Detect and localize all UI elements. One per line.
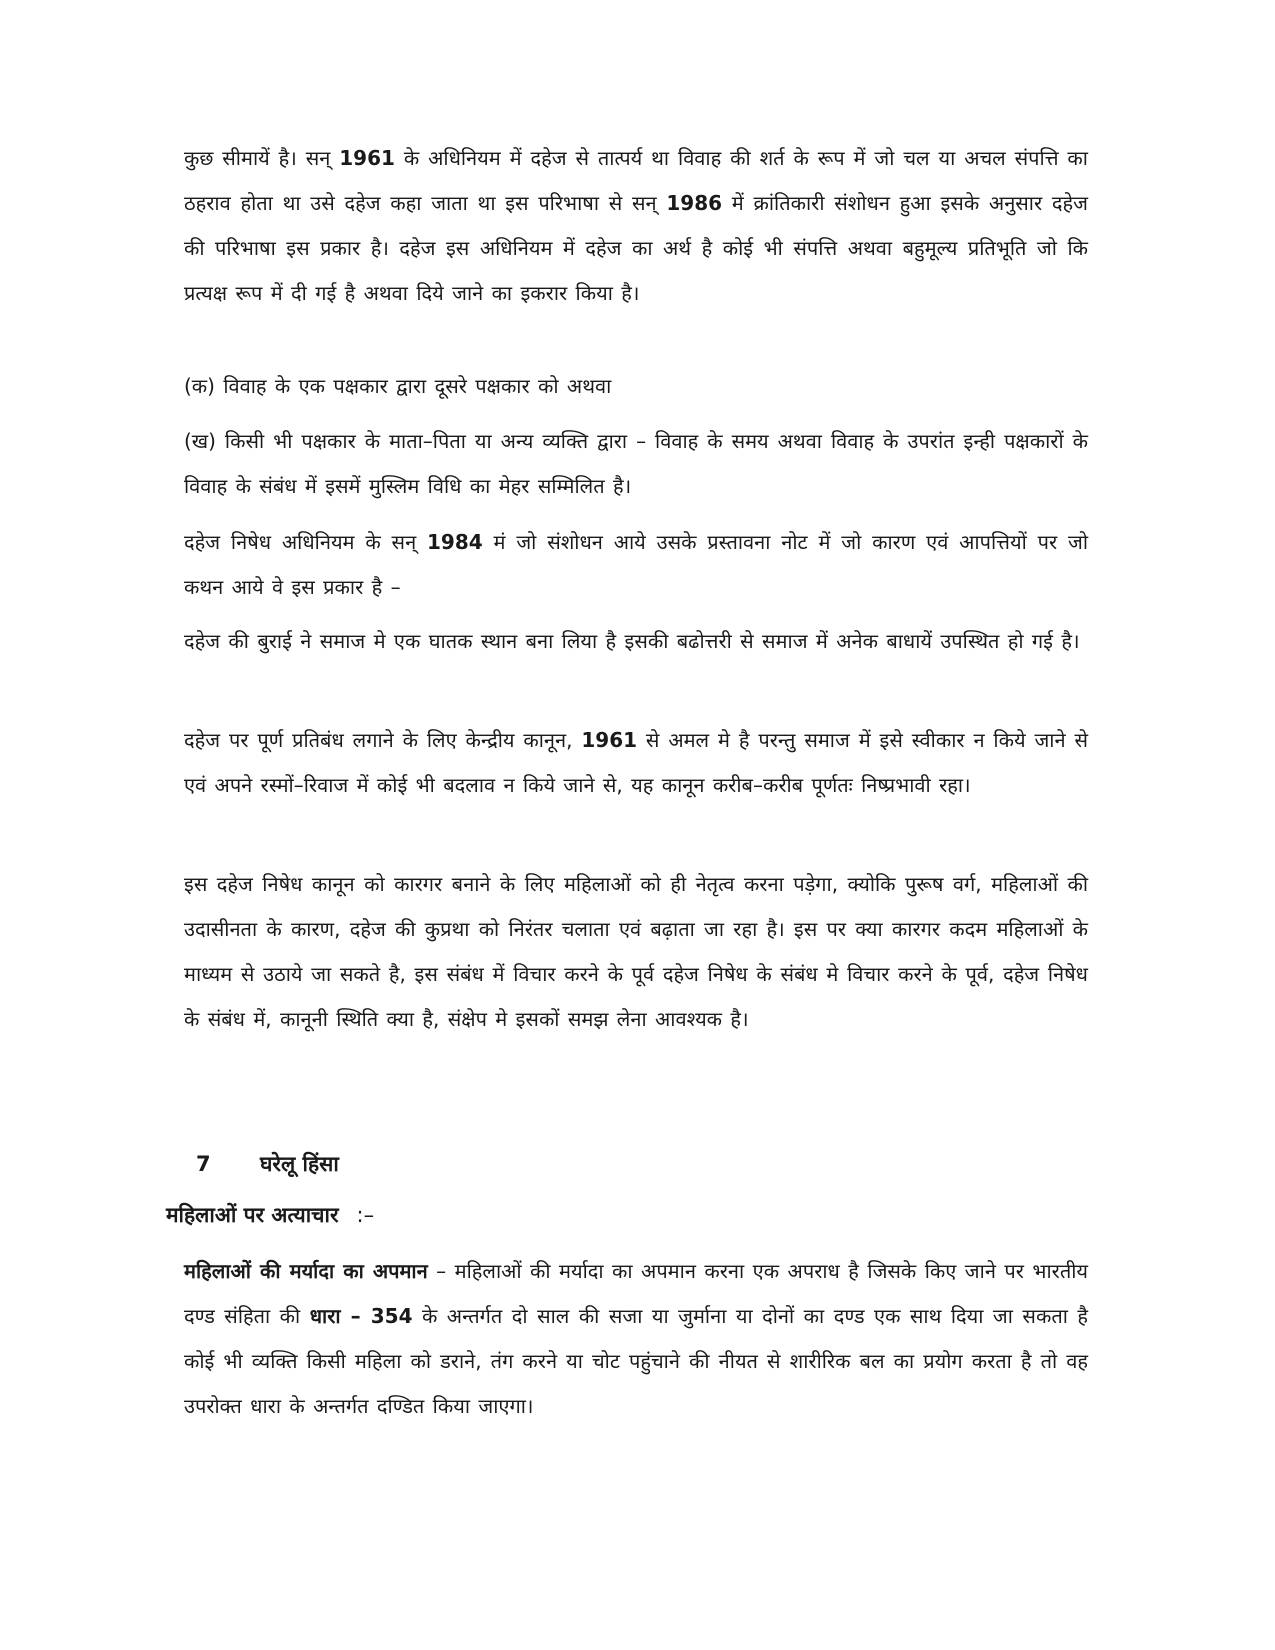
section-number: 7 — [196, 1152, 211, 1176]
subheading — [166, 1200, 374, 1230]
year-1986: 1986 — [666, 191, 723, 215]
year-1961: 1961 — [581, 728, 638, 752]
paragraph-text: – महिलाओं की मर्यादा का अपमान करना एक अपराध है जिसके किए जाने पर भारतीय दण्ड संहिता की — [184, 1259, 1088, 1328]
clause-ka: (क) विवाह के एक पक्षकार द्वारा दूसरे पक्षकार को अथवा — [184, 374, 612, 398]
paragraph-text: दहेज निषेध अधिनियम के सन् — [184, 530, 428, 554]
paragraph-dowry-definition — [184, 136, 1088, 316]
paragraph-dowry-evil: दहेज की बुराई ने समाज मे एक घातक स्थान बना लिया है इसकी बढोत्तरी से समाज में अनेक बाधायें उपस्थित हो गई है। — [184, 629, 1080, 653]
ipc-section-reference: धारा – 354 — [309, 1304, 413, 1328]
subheading-title: महिलाओं पर अत्याचार — [166, 1203, 339, 1227]
paragraph-text: के अन्तर्गत दो साल की सजा या जुर्माना या दोनों का दण्ड एक साथ दिया जा सकता है कोई भी व्यक्ति किसी महिला को डराने, तंग करने या चोट पहुंचाने की नीयत से शारीरिक बल का प्रयोग करता है तो वह उपरोक्त धारा के अन्तर्गत दण्डित किया जाएगा। — [184, 1304, 1088, 1418]
paragraph-text: मं जो संशोधन आये उसके प्रस्तावना नोट में जो कारण एवं आपत्तियों पर जो कथन आये वे इस प्रकार है – — [184, 530, 1089, 599]
paragraph-text: से अमल मे है परन्तु समाज में इसे स्वीकार न किये जाने से एवं अपने रस्मों–रिवाज में कोई भी बदलाव न किये जाने से, यह कानून करीब–करीब पूर्णतः निष्प्रभावी रहा। — [184, 728, 1088, 797]
section-title: घरेलू हिंसा — [260, 1152, 339, 1176]
paragraph-dignity-insult — [184, 1249, 1088, 1429]
year-1984: 1984 — [427, 530, 483, 554]
paragraph-text: कुछ सीमायें है। सन् — [184, 146, 340, 170]
clause-kha: (ख) किसी भी पक्षकार के माता–पिता या अन्य व्यक्ति द्वारा – विवाह के समय अथवा विवाह के उपरांत इन्ही पक्षकारों के विवाह के संबंध में इसमें मुस्लिम विधि का मेहर सम्मिलित है। — [184, 429, 1088, 498]
paragraph-bold-lead: महिलाओं की मर्यादा का अपमान — [184, 1259, 428, 1283]
year-1961: 1961 — [339, 146, 395, 170]
paragraph-text: के अधिनियम में दहेज से तात्पर्य था विवाह की शर्त के रूप में जो चल या अचल संपत्ति का ठहराव होता था उसे दहेज कहा जाता था इस परिभाषा से सन् — [184, 146, 1088, 215]
section-heading — [196, 1149, 339, 1179]
paragraph-amendment-1984 — [184, 520, 1088, 610]
paragraph-text: में क्रांतिकारी संशोधन हुआ इसके अनुसार दहेज की परिभाषा इस प्रकार है। दहेज इस अधिनियम में दहेज का अर्थ है कोई भी संपत्ति अथवा बहुमूल्य प्रतिभूति जो कि प्रत्यक्ष रूप में दी गई है अथवा दिये जाने का इकरार किया है। — [184, 191, 1088, 305]
paragraph-dowry-ban — [184, 718, 1088, 808]
paragraph-text: दहेज पर पूर्ण प्रतिबंध लगाने के लिए केन्द्रीय कानून, — [184, 728, 582, 752]
paragraph-women-leadership: इस दहेज निषेध कानून को कारगर बनाने के लिए महिलाओं को ही नेतृत्व करना पड़ेगा, क्योकि पुरूष वर्ग, महिलाओं की उदासीनता के कारण, दहेज की कुप्रथा को निरंतर चलाता एवं बढ़ाता जा रहा है। इस पर क्या कारगर कदम महिलाओं के माध्यम से उठाये जा सकते है, इस संबंध में विचार करने के पूर्व दहेज निषेध के संबंध मे विचार करने के पूर्व, दहेज निषेध के संबंध में, कानूनी स्थिति क्या है, संक्षेप मे इसकों समझ लेना आवश्यक है। — [184, 872, 1088, 1031]
subheading-separator: :– — [356, 1203, 375, 1227]
